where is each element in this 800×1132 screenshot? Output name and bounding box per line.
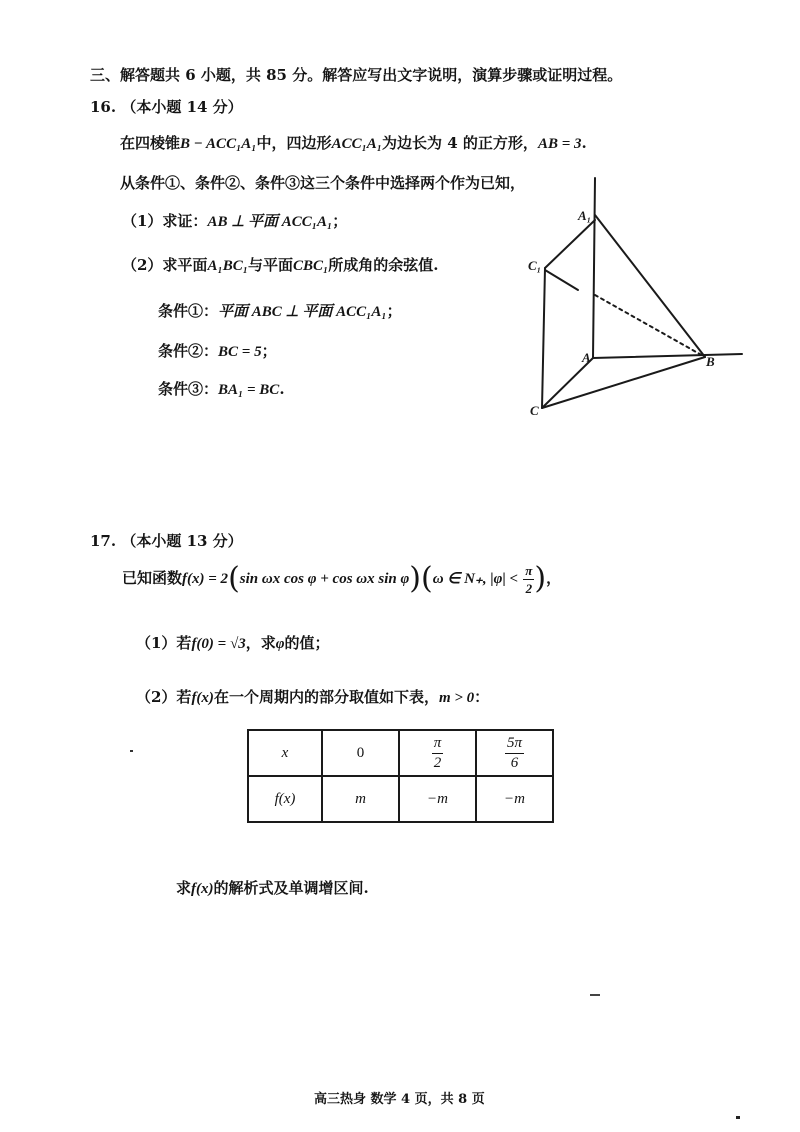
q17-final-question xyxy=(176,877,369,898)
q17-part1-label: （1）若 xyxy=(136,634,192,652)
q16-condition-2 xyxy=(158,340,277,361)
fig-axis-vertical xyxy=(593,178,595,358)
fig-label-c: C xyxy=(530,403,539,418)
table-row-fx xyxy=(248,776,553,822)
q16-cond3-math: BA₁ = BC xyxy=(218,382,280,398)
q17-func-end: ， xyxy=(546,569,562,587)
page-footer: 高三热身 数学 4 页，共 8 页 xyxy=(314,1092,485,1107)
q17-final-label: 求 xyxy=(176,879,192,897)
q17-part2-end: ： xyxy=(474,688,490,706)
q17-frac-num: π xyxy=(525,562,533,578)
q17-part1 xyxy=(136,632,330,653)
q16-cond1-label: 条件①： xyxy=(158,302,219,320)
q17-final-tail: 的解析式及单调增区间. xyxy=(213,879,369,897)
q16-cond2-math: BC = 5 xyxy=(218,344,262,360)
table-frac-den-1: 2 xyxy=(433,754,442,771)
table-cell-fx-1: m xyxy=(322,776,399,822)
fig-axis-horizontal xyxy=(593,354,742,358)
q17-part2-mid: 在一个周期内的部分取值如下表， xyxy=(213,688,439,706)
q16-part1-label: （1）求证： xyxy=(122,212,208,230)
q16-pyramid-figure xyxy=(510,170,770,430)
q17-part2-cond: m > 0 xyxy=(438,690,475,706)
q17-value-table xyxy=(247,729,554,823)
table-cell-x-0: 0 xyxy=(322,730,399,776)
q16-stem-mid: 中，四边形 xyxy=(256,134,332,152)
q16-part2-end: 所成角的余弦值. xyxy=(328,256,439,274)
scan-dash xyxy=(590,994,600,996)
fig-label-a1: A₁ xyxy=(578,208,592,223)
q17-points: （本小题 13 分） xyxy=(121,532,243,550)
q17-part1-end: ，求 xyxy=(245,634,276,652)
q16-part2-mid: 与平面 xyxy=(247,256,293,274)
q16-number: 16. xyxy=(90,98,117,116)
q17-part2 xyxy=(136,686,489,707)
q16-choose-conditions: 从条件①、条件②、条件③这三个条件中选择两个作为已知， xyxy=(120,174,526,192)
q17-pi-over-2 xyxy=(523,564,534,595)
table-frac-den-2: 6 xyxy=(510,754,519,771)
table-frac-num-2: 5π xyxy=(505,736,524,754)
q16-cond2-label: 条件②： xyxy=(158,342,219,360)
q16-part1-end: ； xyxy=(332,212,348,230)
table-head-fx: f(x) xyxy=(248,776,322,822)
fig-label-a: A xyxy=(582,350,591,365)
fig-edge-c-b xyxy=(542,357,705,408)
q17-func-body: sin ωx cos φ + cos ωx sin φ xyxy=(239,571,410,587)
q16-condition-3 xyxy=(158,378,285,399)
q16-part1 xyxy=(122,210,347,231)
q16-points: （本小题 14 分） xyxy=(121,98,243,116)
fig-edge-a1-c1 xyxy=(545,220,595,268)
q16-cond1-math: 平面 ABC ⊥ 平面 ACC₁A₁ xyxy=(218,304,387,320)
fig-edge-a1-b xyxy=(595,215,705,357)
q16-stem-pyramid: B − ACC₁A₁ xyxy=(180,136,257,152)
q16-cond2-end: ； xyxy=(261,342,277,360)
q17-part2-label: （2）若 xyxy=(136,688,192,706)
q16-heading xyxy=(90,96,243,117)
q16-stem xyxy=(120,132,587,153)
q17-final-math: f(x) xyxy=(191,881,214,897)
q16-part2-plane2: CBC₁ xyxy=(292,258,329,274)
q16-stem-prefix: 在四棱锥 xyxy=(120,134,181,152)
q16-part2-plane1: A₁BC₁ xyxy=(207,258,248,274)
table-frac-num-1: π xyxy=(432,736,444,754)
q16-cond3-label: 条件③： xyxy=(158,380,219,398)
table-cell-x-pi-over-2 xyxy=(399,730,476,776)
fig-edge-c1-b-dash xyxy=(545,270,578,290)
q16-stem-quad: ACC₁A₁ xyxy=(331,136,383,152)
q17-heading xyxy=(90,530,243,551)
q16-stem-end: . xyxy=(581,134,587,152)
fig-edge-hidden xyxy=(595,295,705,357)
q17-number: 17. xyxy=(90,532,117,550)
q17-part1-math: f(0) = √3 xyxy=(191,636,246,652)
q17-part1-var: φ xyxy=(275,636,285,652)
fig-label-b: B xyxy=(706,354,715,369)
q17-frac-den: 2 xyxy=(525,580,533,596)
q17-part1-tail: 的值； xyxy=(284,634,330,652)
q17-stem: 已知函数f(x) = 2(sin ωx cos φ + cos ωx sin φ)(ω ∈ N₊, |φ| < $\frac{\pi}{2}$ )， xyxy=(122,561,562,596)
table-cell-x-5pi-over-6 xyxy=(476,730,553,776)
section-header: 三、解答题共 6 小题，共 85 分。解答应写出文字说明，演算步骤或证明过程。 xyxy=(90,66,623,84)
q17-func-lhs: f(x) = 2 xyxy=(182,571,229,587)
q16-part1-math: AB ⊥ 平面 ACC₁A₁ xyxy=(207,214,333,230)
q16-part2 xyxy=(122,254,438,275)
fig-label-c1: C₁ xyxy=(528,258,542,273)
q16-stem-ab: AB = 3 xyxy=(537,136,582,152)
q16-condition-1 xyxy=(158,300,402,321)
table-cell-fx-3: −m xyxy=(476,776,553,822)
table-cell-fx-2: −m xyxy=(399,776,476,822)
q16-cond3-end: . xyxy=(279,380,285,398)
table-head-x: x xyxy=(248,730,322,776)
q17-stem-prefix: 已知函数 xyxy=(122,569,183,587)
scan-speck xyxy=(130,750,133,752)
scan-dot xyxy=(736,1116,740,1119)
fig-edge-c1-c xyxy=(542,268,545,408)
q17-part2-math: f(x) xyxy=(191,690,214,706)
q16-part2-label: （2）求平面 xyxy=(122,256,208,274)
q16-cond1-end: ； xyxy=(386,302,402,320)
q17-func-cond: ω ∈ N₊, |φ| < xyxy=(432,571,519,587)
q16-stem-tail: 为边长为 4 的正方形， xyxy=(382,134,538,152)
table-row-x xyxy=(248,730,553,776)
